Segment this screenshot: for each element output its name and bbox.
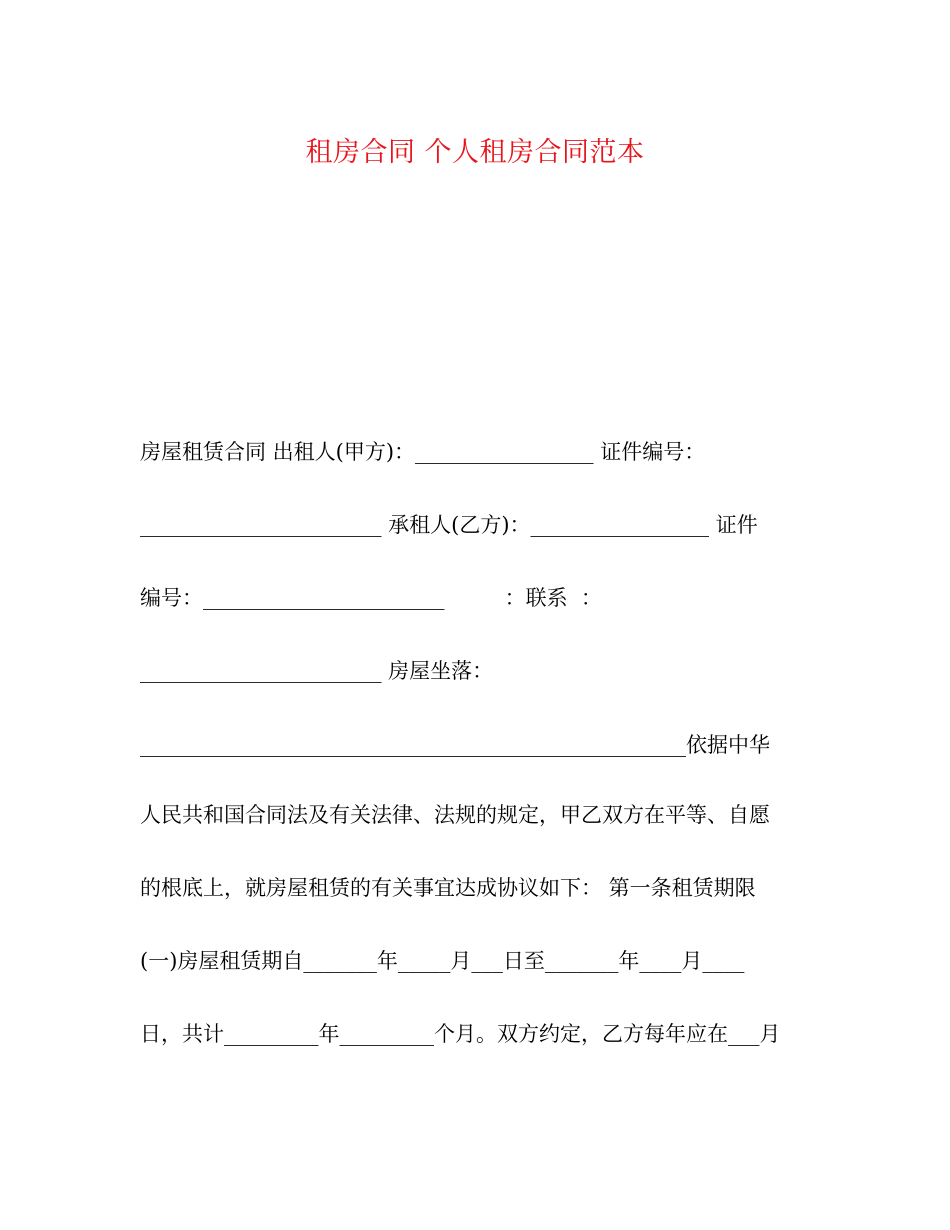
body-line: (一)房屋租赁期自_______年_____月___日至_______年____月____ (140, 949, 745, 973)
body-line: 房屋租赁合同 出租人(甲方)：_________________ 证件编号： (140, 440, 706, 464)
body-line: 编号：_______________________ ：联系 ： (140, 586, 602, 610)
body-line: 日，共计_________年_________个月。双方约定，乙方每年应在___月 (140, 1022, 781, 1046)
body-line: 人民共和国合同法及有关法律、法规的规定，甲乙双方在平等、自愿 (140, 803, 770, 827)
body-line: 的根底上，就房屋租赁的有关事宜达成协议如下： 第一条租赁期限 (140, 876, 756, 900)
document-title: 租房合同 个人租房合同范本 (305, 137, 645, 168)
body-line: _______________________ 承租人(乙方)：_________________ 证件 (140, 513, 758, 537)
body-line: ____________________________________________________依据中华 (140, 733, 770, 757)
body-line: _______________________ 房屋坐落： (140, 659, 494, 683)
